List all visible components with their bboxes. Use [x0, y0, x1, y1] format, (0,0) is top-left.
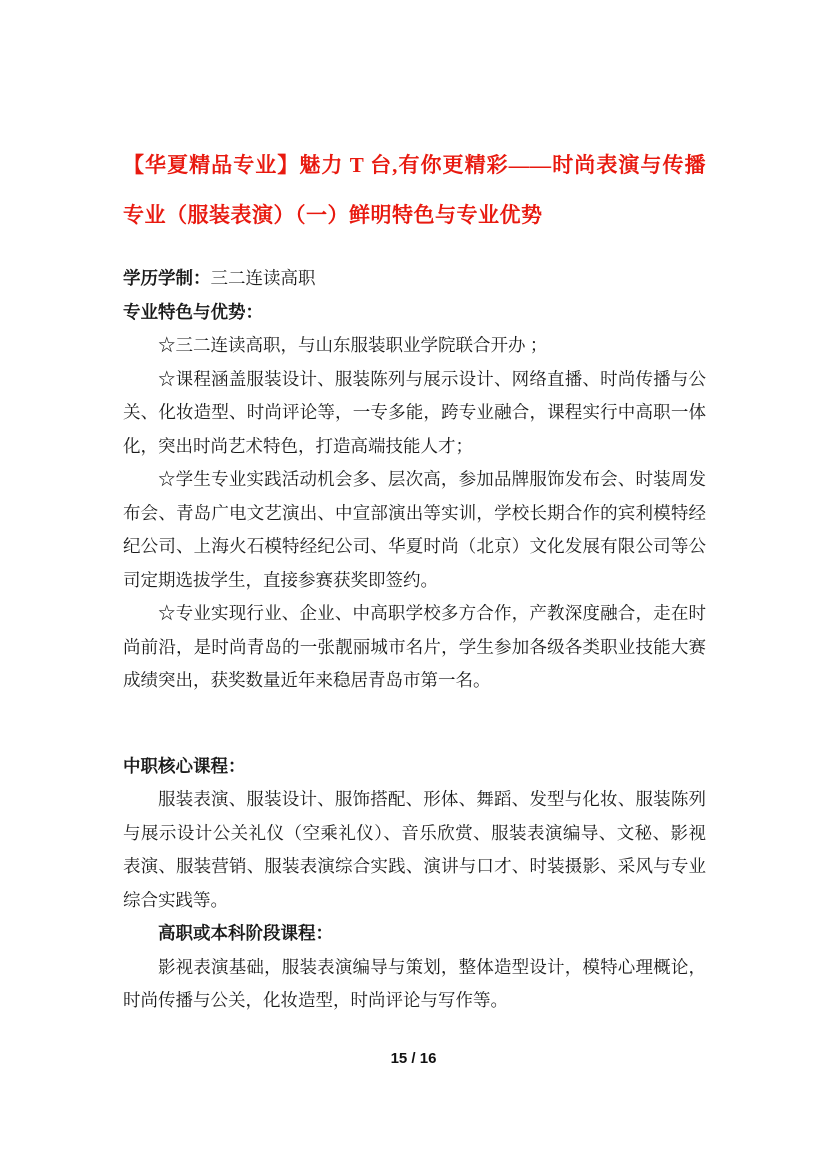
higher-courses-heading: 高职或本科阶段课程：	[158, 923, 333, 943]
feature-paragraph-2: ☆课程涵盖服装设计、服装陈列与展示设计、网络直播、时尚传播与公关、化妆造型、时尚评论等，一专多能，跨专业融合，课程实行中高职一体化，突出时尚艺术特色，打造高端技能人才；	[123, 368, 706, 456]
core-courses-heading: 中职核心课程：	[123, 755, 246, 776]
features-heading: 专业特色与优势：	[123, 301, 263, 322]
higher-courses-paragraph: 影视表演基础，服装表演编导与策划，整体造型设计，模特心理概论，时尚传播与公关，化妆造型，时尚评论与写作等。	[123, 956, 706, 1010]
document-title: 【华夏精品专业】魅力 T 台,有你更精彩——时尚表演与传播专业（服装表演）（一）鲜明特色与专业优势	[123, 153, 706, 227]
degree-line	[123, 262, 706, 296]
degree-label: 学历学制：	[123, 268, 211, 288]
degree-value: 三二连读高职	[210, 268, 316, 288]
feature-paragraph-1: ☆三二连读高职，与山东服装职业学院联合开办 ；	[158, 335, 548, 355]
feature-paragraph-3: ☆学生专业实践活动机会多、层次高，参加品牌服饰发布会、时装周发布会、青岛广电文艺演出、中宣部演出等实训，学校长期合作的宾利模特经纪公司、上海火石模特经纪公司、华夏时尚（北京）文化发展有限公司等公司定期选拔学生，直接参赛获奖即签约。	[123, 469, 706, 590]
core-courses-paragraph: 服装表演、服装设计、服饰搭配、形体、舞蹈、发型与化妆、服装陈列与展示设计公关礼仪（空乘礼仪）、音乐欣赏、服装表演编导、文秘、影视表演、服装营销、服装表演综合实践、演讲与口才、时装摄影、采风与专业综合实践等。	[123, 789, 706, 910]
page-number: 15 / 16	[390, 1050, 437, 1067]
feature-paragraph-4: ☆专业实现行业、企业、中高职学校多方合作，产教深度融合，走在时尚前沿，是时尚青岛的一张靓丽城市名片，学生参加各级各类职业技能大赛成绩突出，获奖数量近年来稳居青岛市第一名。	[123, 603, 706, 690]
document-content	[123, 140, 706, 1018]
